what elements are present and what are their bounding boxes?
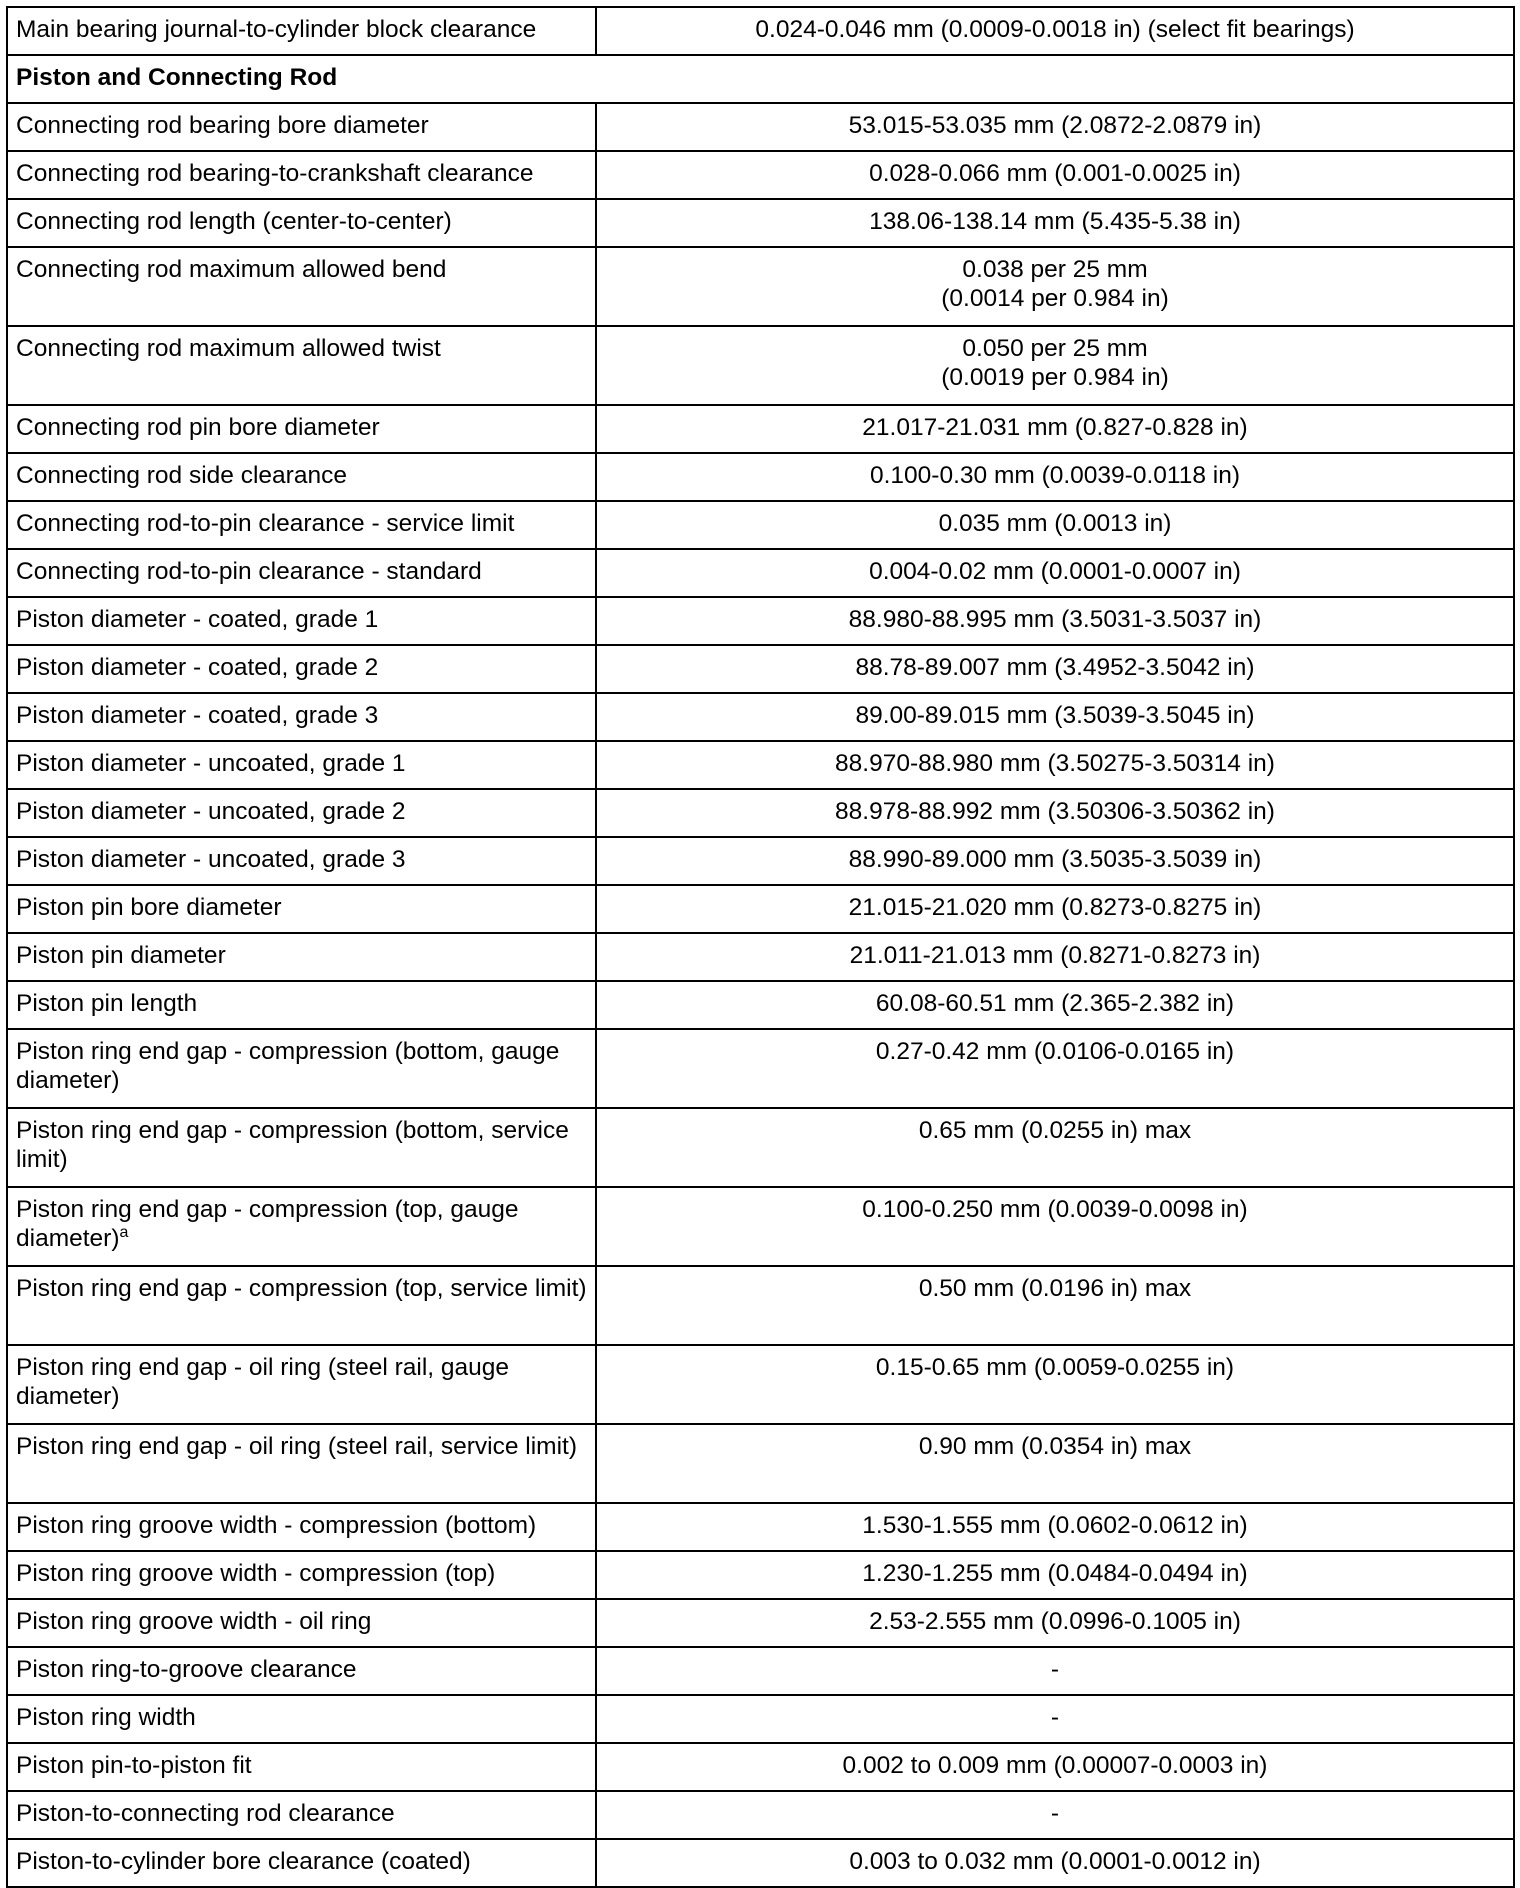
spec-value-cell — [596, 1029, 1514, 1108]
spec-value-cell — [596, 1345, 1514, 1424]
spec-name-cell — [7, 1791, 596, 1839]
spec-name-text: Piston ring end gap - compression (top, gauge diameter) — [16, 1196, 519, 1252]
spec-value-text: 21.015-21.020 mm (0.8273-0.8275 in) — [848, 894, 1262, 921]
spec-name-cell — [7, 501, 596, 549]
spec-name-text: Piston diameter - coated, grade 2 — [16, 654, 379, 681]
spec-name-text: Piston pin diameter — [16, 942, 226, 969]
spec-name-cell — [7, 1599, 596, 1647]
spec-name-text: Connecting rod maximum allowed twist — [16, 335, 441, 362]
spec-value-cell — [596, 501, 1514, 549]
spec-name-text: Piston-to-cylinder bore clearance (coated) — [16, 1848, 471, 1875]
spec-value-text: 21.011-21.013 mm (0.8271-0.8273 in) — [849, 942, 1261, 969]
table-row — [7, 1029, 1514, 1108]
spec-value-cell — [596, 933, 1514, 981]
table-row — [7, 597, 1514, 645]
spec-value-text: 53.015-53.035 mm (2.0872-2.0879 in) — [848, 112, 1262, 139]
spec-value-cell — [596, 741, 1514, 789]
spec-name-cell — [7, 1695, 596, 1743]
spec-value-text-line2: (0.0014 per 0.984 in) — [941, 285, 1169, 312]
spec-name-text: Piston ring end gap - oil ring (steel rail, gauge diameter) — [16, 1354, 510, 1410]
spec-value-text: 88.978-88.992 mm (3.50306-3.50362 in) — [835, 798, 1275, 825]
table-row — [7, 199, 1514, 247]
spec-name-cell — [7, 1647, 596, 1695]
spec-name-cell — [7, 645, 596, 693]
spec-value-cell — [596, 645, 1514, 693]
spec-value-cell — [596, 1695, 1514, 1743]
spec-value-cell — [596, 1647, 1514, 1695]
spec-name-cell — [7, 1424, 596, 1503]
table-row — [7, 1108, 1514, 1187]
spec-value-cell — [596, 549, 1514, 597]
spec-value-cell — [596, 151, 1514, 199]
table-row — [7, 453, 1514, 501]
spec-name-cell — [7, 1345, 596, 1424]
spec-name-text: Piston pin-to-piston fit — [16, 1752, 252, 1779]
spec-value-text: 0.90 mm (0.0354 in) max — [918, 1433, 1192, 1460]
spec-name-text: Piston diameter - uncoated, grade 1 — [16, 750, 406, 777]
spec-value-text: 60.08-60.51 mm (2.365-2.382 in) — [875, 990, 1235, 1017]
spec-name-text: Piston ring groove width - compression (top) — [16, 1560, 496, 1587]
spec-name-cell — [7, 933, 596, 981]
spec-name-text: Piston ring end gap - compression (bottom, service limit) — [16, 1117, 569, 1173]
spec-name-cell — [7, 837, 596, 885]
spec-value-text: 21.017-21.031 mm (0.827-0.828 in) — [862, 414, 1248, 441]
spec-name-text: Piston diameter - uncoated, grade 2 — [16, 798, 406, 825]
spec-name-cell — [7, 326, 596, 405]
spec-value-text: 0.035 mm (0.0013 in) — [938, 510, 1172, 537]
spec-name-cell — [7, 693, 596, 741]
spec-name-text: Connecting rod pin bore diameter — [16, 414, 380, 441]
spec-name-cell — [7, 103, 596, 151]
spec-name-text: Piston diameter - uncoated, grade 3 — [16, 846, 406, 873]
spec-value-cell — [596, 885, 1514, 933]
spec-name-text: Connecting rod length (center-to-center) — [16, 208, 452, 235]
spec-name-cell — [7, 405, 596, 453]
spec-name-cell — [7, 1551, 596, 1599]
spec-value-text: 0.27-0.42 mm (0.0106-0.0165 in) — [875, 1038, 1235, 1065]
spec-name-cell — [7, 1266, 596, 1345]
spec-name-text: Piston-to-connecting rod clearance — [16, 1800, 395, 1827]
spec-name-cell — [7, 741, 596, 789]
spec-name-text: Piston ring end gap - compression (bottom, gauge diameter) — [16, 1038, 560, 1094]
spec-name-cell — [7, 1108, 596, 1187]
spec-name-cell — [7, 247, 596, 326]
table-row — [7, 1695, 1514, 1743]
spec-value-cell — [596, 453, 1514, 501]
table-row — [7, 7, 1514, 55]
table-row — [7, 1345, 1514, 1424]
spec-value-cell — [596, 1503, 1514, 1551]
spec-value-cell — [596, 981, 1514, 1029]
spec-value-cell — [596, 1424, 1514, 1503]
spec-name-cell — [7, 549, 596, 597]
table-row — [7, 1424, 1514, 1503]
spec-value-text: 0.65 mm (0.0255 in) max — [918, 1117, 1192, 1144]
specification-table — [6, 6, 1515, 1888]
spec-value-cell — [596, 597, 1514, 645]
spec-name-cell: Main bearing journal-to-cylinder block clearance — [7, 7, 596, 55]
spec-value-cell: 0.024-0.046 mm (0.0009-0.0018 in) (select fit bearings) — [596, 7, 1514, 55]
spec-value-cell — [596, 1791, 1514, 1839]
spec-name-text: Piston ring width — [16, 1704, 196, 1731]
spec-value-cell — [596, 1108, 1514, 1187]
table-row — [7, 103, 1514, 151]
spec-value-text: 1.530-1.555 mm (0.0602-0.0612 in) — [862, 1512, 1248, 1539]
table-row — [7, 501, 1514, 549]
spec-value-text: 0.004-0.02 mm (0.0001-0.0007 in) — [869, 558, 1241, 585]
table-row — [7, 1839, 1514, 1887]
table-row — [7, 549, 1514, 597]
table-row — [7, 885, 1514, 933]
spec-value-cell — [596, 693, 1514, 741]
spec-name-text: Piston ring groove width - compression (bottom) — [16, 1512, 537, 1539]
spec-name-text: Connecting rod side clearance — [16, 462, 347, 489]
spec-value-text: - — [1050, 1800, 1060, 1827]
spec-name-cell — [7, 199, 596, 247]
spec-name-cell — [7, 1503, 596, 1551]
spec-value-text: 0.038 per 25 mm — [962, 256, 1148, 283]
table-row — [7, 247, 1514, 326]
section-title: Piston and Connecting Rod — [7, 55, 1514, 103]
spec-name-cell — [7, 151, 596, 199]
spec-name-cell — [7, 1839, 596, 1887]
spec-name-text: Connecting rod-to-pin clearance - service limit — [16, 510, 515, 537]
table-row — [7, 693, 1514, 741]
spec-value-text: 0.100-0.30 mm (0.0039-0.0118 in) — [870, 462, 1240, 489]
spec-value-cell — [596, 1187, 1514, 1266]
table-row — [7, 326, 1514, 405]
spec-value-text: 0.50 mm (0.0196 in) max — [918, 1275, 1192, 1302]
spec-value-text: - — [1050, 1704, 1060, 1731]
spec-name-text: Connecting rod-to-pin clearance - standard — [16, 558, 482, 585]
spec-value-text: 0.050 per 25 mm — [962, 335, 1148, 362]
table-row — [7, 1266, 1514, 1345]
table-row — [7, 1503, 1514, 1551]
spec-name-text: Connecting rod bearing bore diameter — [16, 112, 429, 139]
spec-name-text: Piston ring groove width - oil ring — [16, 1608, 372, 1635]
footnote-marker: a — [119, 1224, 129, 1241]
spec-value-cell — [596, 789, 1514, 837]
spec-value-cell — [596, 247, 1514, 326]
table-row — [7, 1647, 1514, 1695]
spec-name-cell — [7, 597, 596, 645]
spec-name-text: Connecting rod bearing-to-crankshaft clearance — [16, 160, 534, 187]
table-row — [7, 1187, 1514, 1266]
spec-value-text: 138.06-138.14 mm (5.435-5.38 in) — [869, 208, 1241, 235]
spec-value-text: 1.230-1.255 mm (0.0484-0.0494 in) — [862, 1560, 1248, 1587]
spec-name-cell — [7, 1187, 596, 1266]
spec-value-cell — [596, 199, 1514, 247]
spec-name-text: Piston diameter - coated, grade 3 — [16, 702, 379, 729]
spec-value-cell — [596, 1599, 1514, 1647]
spec-name-text: Piston ring end gap - compression (top, service limit) — [16, 1275, 587, 1302]
table-row — [7, 1599, 1514, 1647]
table-row — [7, 151, 1514, 199]
spec-name-cell — [7, 885, 596, 933]
table-row — [7, 1743, 1514, 1791]
spec-value-cell — [596, 405, 1514, 453]
spec-value-text: 0.002 to 0.009 mm (0.00007-0.0003 in) — [842, 1752, 1268, 1779]
spec-name-cell — [7, 1029, 596, 1108]
section-header-row — [7, 55, 1514, 103]
spec-value-text-line2: (0.0019 per 0.984 in) — [941, 364, 1169, 391]
spec-value-text: 0.028-0.066 mm (0.001-0.0025 in) — [869, 160, 1241, 187]
spec-name-text: Piston pin length — [16, 990, 198, 1017]
spec-value-text: 88.990-89.000 mm (3.5035-3.5039 in) — [848, 846, 1262, 873]
spec-name-text: Piston diameter - coated, grade 1 — [16, 606, 379, 633]
spec-value-text: 88.78-89.007 mm (3.4952-3.5042 in) — [855, 654, 1255, 681]
spec-value-text: 2.53-2.555 mm (0.0996-0.1005 in) — [869, 1608, 1241, 1635]
spec-name-cell — [7, 981, 596, 1029]
table-row — [7, 933, 1514, 981]
table-row — [7, 837, 1514, 885]
spec-name-text: Piston ring-to-groove clearance — [16, 1656, 357, 1683]
specification-table-body — [7, 7, 1514, 1887]
spec-value-text: - — [1050, 1656, 1060, 1683]
spec-name-cell — [7, 453, 596, 501]
table-row — [7, 741, 1514, 789]
spec-value-cell — [596, 326, 1514, 405]
spec-name-cell — [7, 1743, 596, 1791]
spec-value-text: 0.100-0.250 mm (0.0039-0.0098 in) — [862, 1196, 1248, 1223]
spec-value-cell — [596, 1839, 1514, 1887]
spec-value-cell — [596, 837, 1514, 885]
spec-value-text: 0.003 to 0.032 mm (0.0001-0.0012 in) — [849, 1848, 1261, 1875]
table-row — [7, 405, 1514, 453]
spec-name-text: Connecting rod maximum allowed bend — [16, 256, 447, 283]
table-row — [7, 1791, 1514, 1839]
spec-value-cell — [596, 1743, 1514, 1791]
spec-value-text: 88.970-88.980 mm (3.50275-3.50314 in) — [835, 750, 1275, 777]
table-row — [7, 981, 1514, 1029]
spec-value-cell — [596, 103, 1514, 151]
spec-name-cell — [7, 789, 596, 837]
spec-value-cell — [596, 1551, 1514, 1599]
spec-value-text: 88.980-88.995 mm (3.5031-3.5037 in) — [848, 606, 1262, 633]
spec-name-text: Piston pin bore diameter — [16, 894, 282, 921]
spec-value-cell — [596, 1266, 1514, 1345]
table-row — [7, 789, 1514, 837]
spec-name-text: Piston ring end gap - oil ring (steel rail, service limit) — [16, 1433, 577, 1460]
spec-value-text: 89.00-89.015 mm (3.5039-3.5045 in) — [855, 702, 1255, 729]
spec-value-text: 0.15-0.65 mm (0.0059-0.0255 in) — [875, 1354, 1235, 1381]
table-row — [7, 1551, 1514, 1599]
table-row — [7, 645, 1514, 693]
